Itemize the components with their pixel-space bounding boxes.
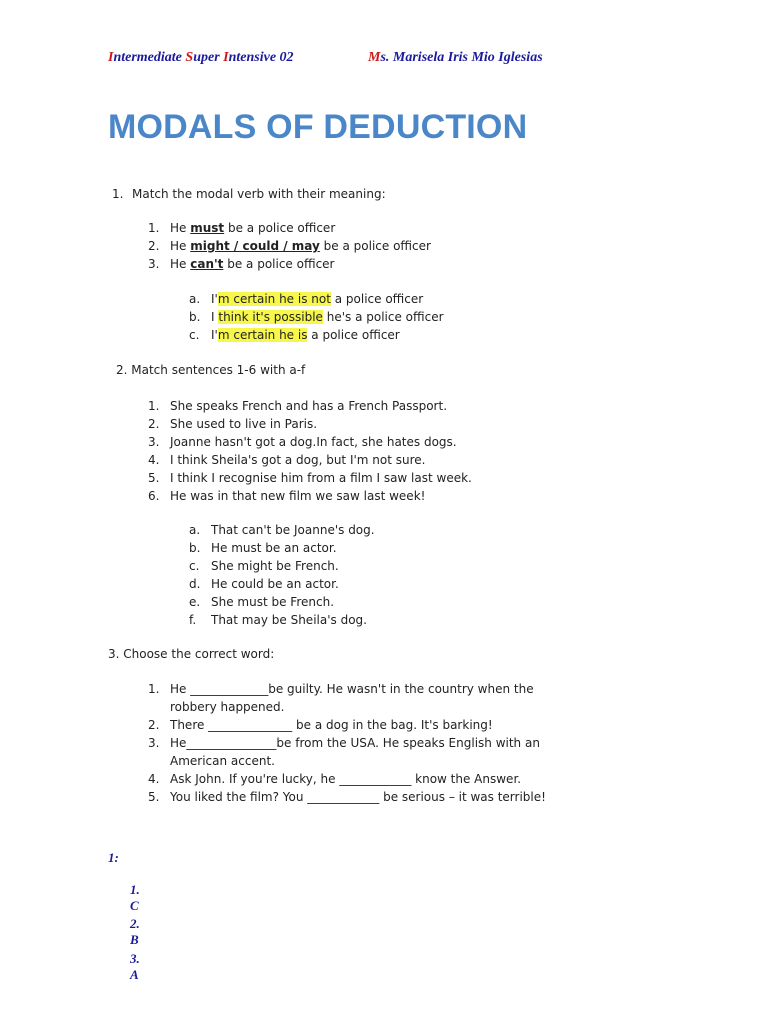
document-header xyxy=(108,50,668,70)
answer-item: 2.B xyxy=(130,916,140,947)
course-name: Intermediate Super Intensive 02 xyxy=(108,50,294,65)
answer-heading: 1: xyxy=(108,850,119,865)
section2-instruction: 2. Match sentences 1-6 with a-f xyxy=(116,363,306,377)
page-title: MODALS OF DEDUCTION xyxy=(108,108,528,146)
answer-item: 1.C xyxy=(130,882,140,913)
section1-instruction: 1. Match the modal verb with their meaning: xyxy=(112,187,386,201)
answer-item: 3.A xyxy=(130,951,140,982)
section3-instruction: 3. Choose the correct word: xyxy=(108,647,275,661)
teacher-name: Ms. Marisela Iris Mio Iglesias xyxy=(368,50,543,65)
